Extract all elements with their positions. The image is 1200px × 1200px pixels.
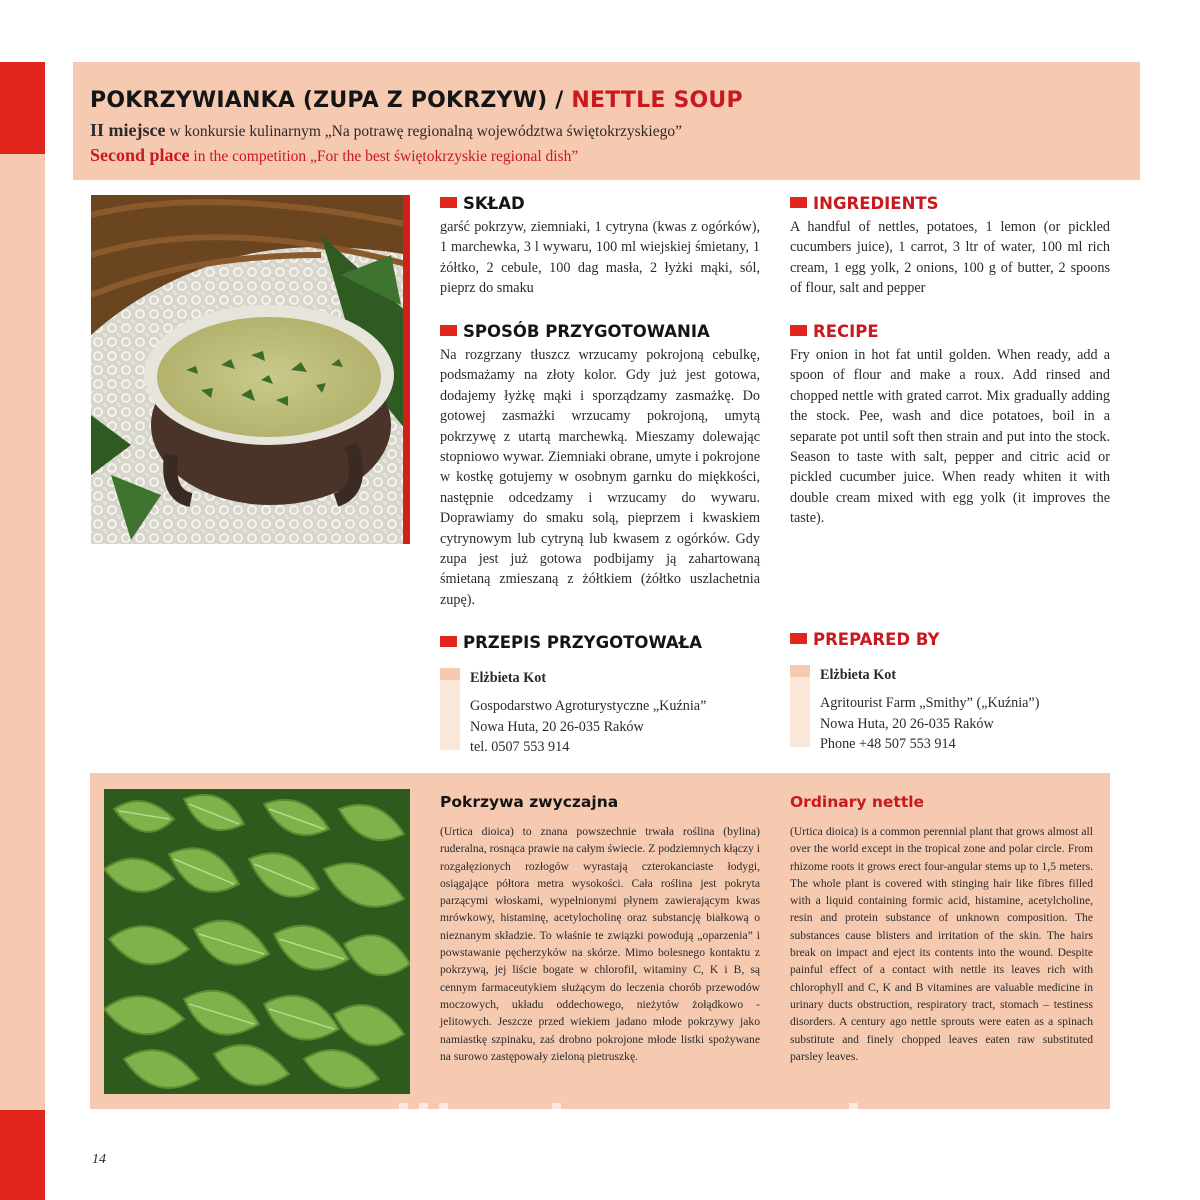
- soup-photo: [91, 195, 410, 544]
- side-tab-top: [0, 62, 45, 154]
- ingredients-heading-en: [790, 194, 939, 213]
- ingredients-text-en: A handful of nettles, potatoes, 1 lemon (or pickled cucumbers juice), 1 carrot, 3 ltr of water, 100 ml rich cream, 1 egg yolk, 2 onions, 100 g of butter, 2 spoons of flour, salt and pepper: [790, 219, 1110, 297]
- award-pl-bold: II miejsce: [90, 120, 166, 140]
- prepared-heading-en: [790, 630, 939, 649]
- title-en: NETTLE SOUP: [571, 88, 743, 113]
- title-pl: POKRZYWIANKA (ZUPA Z POKRZYW) /: [90, 88, 572, 113]
- recipe-heading-pl: [440, 322, 710, 341]
- nettle-photo: [104, 789, 410, 1094]
- heading-marker: [790, 197, 807, 208]
- preparer-name-pl: Elżbieta Kot: [470, 670, 547, 686]
- preparer-phone-en: Phone +48 507 553 914: [820, 736, 956, 753]
- prepared-heading-pl: [440, 633, 702, 652]
- watermark: wedlinydomowe.pl: [290, 1095, 865, 1153]
- nettle-heading-en: Ordinary nettle: [790, 793, 925, 811]
- prepared-heading-pl-text: PRZEPIS PRZYGOTOWAŁA: [463, 633, 703, 652]
- recipe-heading-pl-text: SPOSÓB PRZYGOTOWANIA: [463, 322, 710, 341]
- side-tab-bottom: [0, 1110, 45, 1200]
- recipe-heading-en: [790, 322, 879, 341]
- preparer-farm-en: Agritourist Farm „Smithy” („Kuźnia”): [820, 695, 1040, 712]
- recipe-heading-en-text: RECIPE: [813, 322, 879, 341]
- recipe-text-pl: Na rozgrzany tłuszcz wrzucamy pokrojoną cebulkę, podsmażamy na złoty kolor. Gdy już jest gotowa, dodajemy łyżkę mąki i sporządzamy zasmażkę. Do gotowej zasmażki wrzucamy pokrojoną, umytą pokrzywę z utartą marchewką. Mieszamy dolewając stopniowo wywar. Ziemniaki obrane, umyte i pokrojone w kostkę gotujemy w osobnym garnku do miękkości, następnie odcedzamy i wrzucamy do wywaru. Doprawiamy do smaku solą, pieprzem i kwaskiem cytrynowym lub cytryną lub kwasem z ogórków. Gdy zupa jest już gotowa podbijamy ją zahartowaną śmietaną zmieszaną z żółtkiem (żółtko uszlachetnia zupę).: [440, 347, 760, 608]
- heading-marker: [440, 325, 457, 336]
- preparer-name-en: Elżbieta Kot: [820, 667, 897, 683]
- award-line-en: [90, 145, 578, 166]
- side-strip: [0, 154, 45, 1110]
- ingredients-heading-pl-text: SKŁAD: [463, 194, 525, 213]
- ingredients-text-pl: garść pokrzyw, ziemniaki, 1 cytryna (kwas z ogórków), 1 marchewka, 3 l wywaru, 100 ml wiejskiej śmietany, 1 żółtko, 2 cebule, 100 dag masła, 2 łyżki mąki, sól, pieprz do smaku: [440, 219, 760, 297]
- contact-bar-pl: [440, 668, 460, 750]
- recipe-text-en: Fry onion in hot fat until golden. When ready, add a spoon of flour and make a roux. Add rinsed and chopped nettle with grated carrot. Mix gradually adding the stock. Pee, wash and dice potatoes, boil in a separate pot until soft then strain and put into the stock. Season to taste with salt, pepper and citric acid or pickled cucumber juice. When ready whiten it with double cream mixed with egg yolk (it improves the taste).: [790, 347, 1110, 527]
- preparer-address-en: Nowa Huta, 20 26-035 Raków: [820, 715, 994, 732]
- preparer-phone-pl: tel. 0507 553 914: [470, 739, 570, 756]
- award-line-pl: [90, 120, 682, 141]
- preparer-address-pl: Nowa Huta, 20 26-035 Raków: [470, 718, 644, 735]
- heading-marker: [790, 633, 807, 644]
- award-en-bold: Second place: [90, 145, 190, 165]
- heading-marker: [790, 325, 807, 336]
- contact-bar-en: [790, 665, 810, 747]
- nettle-heading-pl: Pokrzywa zwyczajna: [440, 793, 619, 811]
- award-pl-rest: w konkursie kulinarnym „Na potrawę regionalną województwa świętokrzyskiego”: [165, 123, 682, 140]
- heading-marker: [440, 636, 457, 647]
- nettle-text-pl: (Urtica dioica) to znana powszechnie trwała roślina (bylina) ruderalna, rosnąca prawie na całym świecie. Z podziemnych kłączy i rozgałęzionych rozłogów wyrastają czterokanciaste łodygi, osiągające półtora metra wysokości. Cała roślina jest pokryta parzącymi włoskami, wypełnionymi płynem zawierającym kwas mrówkowy, histaminę, acetylocholinę oraz substancję białkową o nieznanym składzie. To właśnie te związki powodują „oparzenia” i powstawanie pęcherzyków na skórze. Mimo bolesnego kontaktu z pokrzywą, jej liście bogate w chlorofil, witaminy C, K i B, są cennym farmaceutykiem służącym do leczenia chorób przewodów moczowych, układu oddechowego, nieżytów żołądkowo - jelitowych. Jeszcze przed wiekiem jadano młode pokrzywy jako namiastkę szpinaku, zaś drobno pokrojone młode listki spożywane na surowo zastępowały zieloną pietruszkę.: [440, 825, 760, 1063]
- heading-marker: [440, 197, 457, 208]
- page-number: 14: [92, 1152, 106, 1167]
- ingredients-heading-pl: [440, 194, 525, 213]
- contact-card-en: [820, 665, 1039, 755]
- award-en-rest: in the competition „For the best świętokrzyskie regional dish”: [189, 148, 579, 165]
- ingredients-heading-en-text: INGREDIENTS: [813, 194, 939, 213]
- nettle-text-en: (Urtica dioica) is a common perennial plant that grows almost all over the world except in the tropical zone and polar circle. From rhizome roots it grows erect four-angular stems up to 1,5 meters. The whole plant is covered with stinging hair like fibres filled with a liquid containing formic acid, histamine, acetylcholine, resin and protein substance of unknown composition. The substances cause blisters and irritation of the skin. The hairs break on impact and eject its contents into the wound. Despite painful effect of a contact with nettle its leaves rich with chlorophyll and C, K and B vitamines are valuable medicine in urinary ducts obstruction, respiratory tract, stomach – testiness disorders. A century ago nettle sprouts were eaten as a spinach substitute and finely chopped leaves eaten raw substituted parsley leaves.: [790, 825, 1093, 1063]
- prepared-heading-en-text: PREPARED BY: [813, 630, 940, 649]
- page-title: [90, 88, 743, 113]
- contact-card-pl: [470, 668, 706, 758]
- preparer-farm-pl: Gospodarstwo Agroturystyczne „Kuźnia”: [470, 698, 707, 715]
